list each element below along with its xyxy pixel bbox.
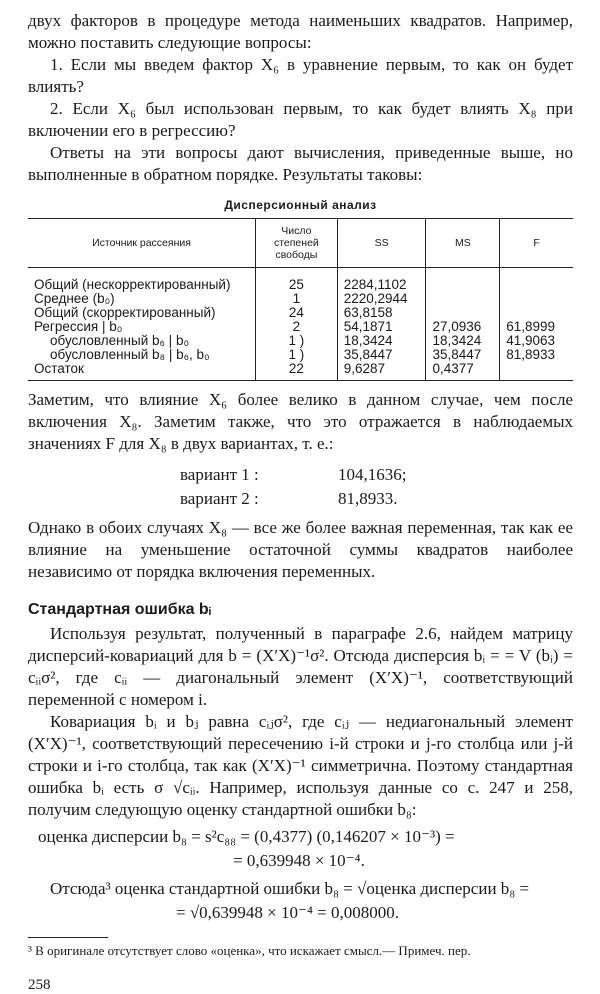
cell-df: 1: [256, 292, 338, 306]
page-number: 258: [28, 977, 51, 993]
table-caption: Дисперсионный анализ: [224, 198, 377, 212]
answers-paragraph: Ответы на эти вопросы дают вычисления, приведенные выше, но выполненные в обратном порядке. Результаты таковы:: [28, 143, 573, 184]
cell-ms: [426, 268, 500, 293]
cell-source: Общий (нескорректированный): [34, 277, 231, 292]
formula-stderr-line1: Отсюда³ оценка стандартной ошибки b₈ = √оценка дисперсии b₈ =: [50, 879, 530, 898]
cell-ss: 18,3424: [337, 334, 426, 348]
footnote: ³ В оригинале отсутствует слово «оценка», что искажает смысл.— Примеч. пер.: [28, 943, 471, 958]
cell-ss: 2284,1102: [337, 268, 426, 293]
cell-df: 24: [256, 306, 338, 320]
anova-table: [28, 218, 573, 381]
variant-row: [28, 463, 573, 487]
header-ms: MS: [426, 219, 500, 268]
table-row: [28, 268, 573, 293]
table-row: [28, 306, 573, 320]
cell-source: Остаток: [28, 362, 256, 381]
variant-row: [28, 487, 573, 511]
variant-value: 81,8933.: [338, 489, 398, 508]
table-row: [28, 362, 573, 381]
formula-variance-line1: оценка дисперсии b₈ = s²c₈₈ = (0,4377) (0,146207 × 10⁻³) =: [38, 827, 455, 846]
footnote-divider: [28, 937, 108, 938]
cell-ms: [426, 292, 500, 306]
table-header-row: [28, 219, 573, 268]
variant-label: вариант 2 :: [180, 489, 259, 508]
header-f: F: [500, 219, 573, 268]
cell-ss: 35,8447: [337, 348, 426, 362]
cell-ss: 9,6287: [337, 362, 426, 381]
formula-variance-line2: = 0,639948 × 10⁻⁴.: [233, 851, 365, 870]
table-row: [28, 320, 573, 334]
variant-label: вариант 1 :: [180, 465, 259, 484]
cell-source: обусловленный b₆ | b₀: [50, 333, 190, 348]
variant-value: 104,1636;: [338, 465, 407, 484]
cell-ms: 35,8447: [426, 348, 500, 362]
cell-f: [500, 268, 573, 293]
cell-df: 25: [256, 268, 338, 293]
question-1: 1. Если мы введем фактор X₆ в уравнение первым, то как он будет влиять?: [28, 55, 573, 96]
cell-source: обусловленный b₈ | b₆, b₀: [50, 347, 210, 362]
cell-ms: [426, 306, 500, 320]
cell-f: 61,8999: [500, 320, 573, 334]
header-df: Число степеней свободы: [256, 219, 338, 268]
page: [28, 10, 573, 994]
cell-ss: 54,1871: [337, 320, 426, 334]
covariance-paragraph: Ковариация bᵢ и bⱼ равна cᵢⱼσ², где cᵢⱼ — недиагональный элемент (X′X)⁻¹, соответствующий пересечению i-й строки и j-го столбца или j-й строки и i-го столбца, так как (X′X)⁻¹ симметрична. Поэтому стандартная ошибка bᵢ есть σ √cᵢᵢ. Например, используя данные со с. 247 и 258, получим следующую оценку стандартной ошибки b₈:: [28, 712, 573, 819]
cell-f: [500, 306, 573, 320]
top-paragraph: двух факторов в процедуре метода наименьших квадратов. Например, можно поставить следующие вопросы:: [28, 11, 573, 52]
cell-ss: 63,8158: [337, 306, 426, 320]
cell-source: Общий (скорректированный): [34, 305, 216, 320]
question-2: 2. Если X₆ был использован первым, то как будет влиять X₈ при включении его в регрессию?: [28, 99, 573, 140]
variants-block: [28, 463, 573, 511]
cell-source: Регрессия | b₀: [34, 319, 123, 334]
section-title: Стандартная ошибка bᵢ: [28, 601, 211, 618]
table-row: [28, 292, 573, 306]
table-row: [28, 348, 573, 362]
header-ss: SS: [337, 219, 426, 268]
cell-df: 1 ): [256, 334, 338, 348]
cell-ms: 27,0936: [426, 320, 500, 334]
result-paragraph: Используя результат, полученный в параграфе 2.6, найдем матрицу дисперсий-ковариаций для b = (X′X)⁻¹σ². Отсюда дисперсия bᵢ = = V (bᵢ) = cᵢᵢσ², где cᵢᵢ — диагональный элемент (X′X)⁻¹, соответствующий переменной с номером i.: [28, 624, 573, 709]
however-paragraph: Однако в обоих случаях X₈ — все же более важная переменная, так как ее влияние на уменьшение остаточной суммы квадратов наиболее независимо от порядка включения переменных.: [28, 518, 573, 581]
cell-df: 2: [256, 320, 338, 334]
cell-f: 81,8933: [500, 348, 573, 362]
formula-stderr-line2: = √0,639948 × 10⁻⁴ = 0,008000.: [176, 903, 399, 922]
cell-df: 1 ): [256, 348, 338, 362]
header-source: Источник рассеяния: [28, 219, 256, 268]
cell-ms: 0,4377: [426, 362, 500, 381]
cell-ms: 18,3424: [426, 334, 500, 348]
table-row: [28, 334, 573, 348]
cell-f: [500, 362, 573, 381]
cell-ss: 2220,2944: [337, 292, 426, 306]
cell-df: 22: [256, 362, 338, 381]
cell-source: Среднее (b₀): [34, 291, 115, 306]
cell-f: 41,9063: [500, 334, 573, 348]
note-paragraph: Заметим, что влияние X₆ более велико в данном случае, чем после включения X₈. Заметим также, что это отражается в наблюдаемых значениях F для X₈ в двух вариантах, т. е.:: [28, 390, 573, 453]
cell-f: [500, 292, 573, 306]
